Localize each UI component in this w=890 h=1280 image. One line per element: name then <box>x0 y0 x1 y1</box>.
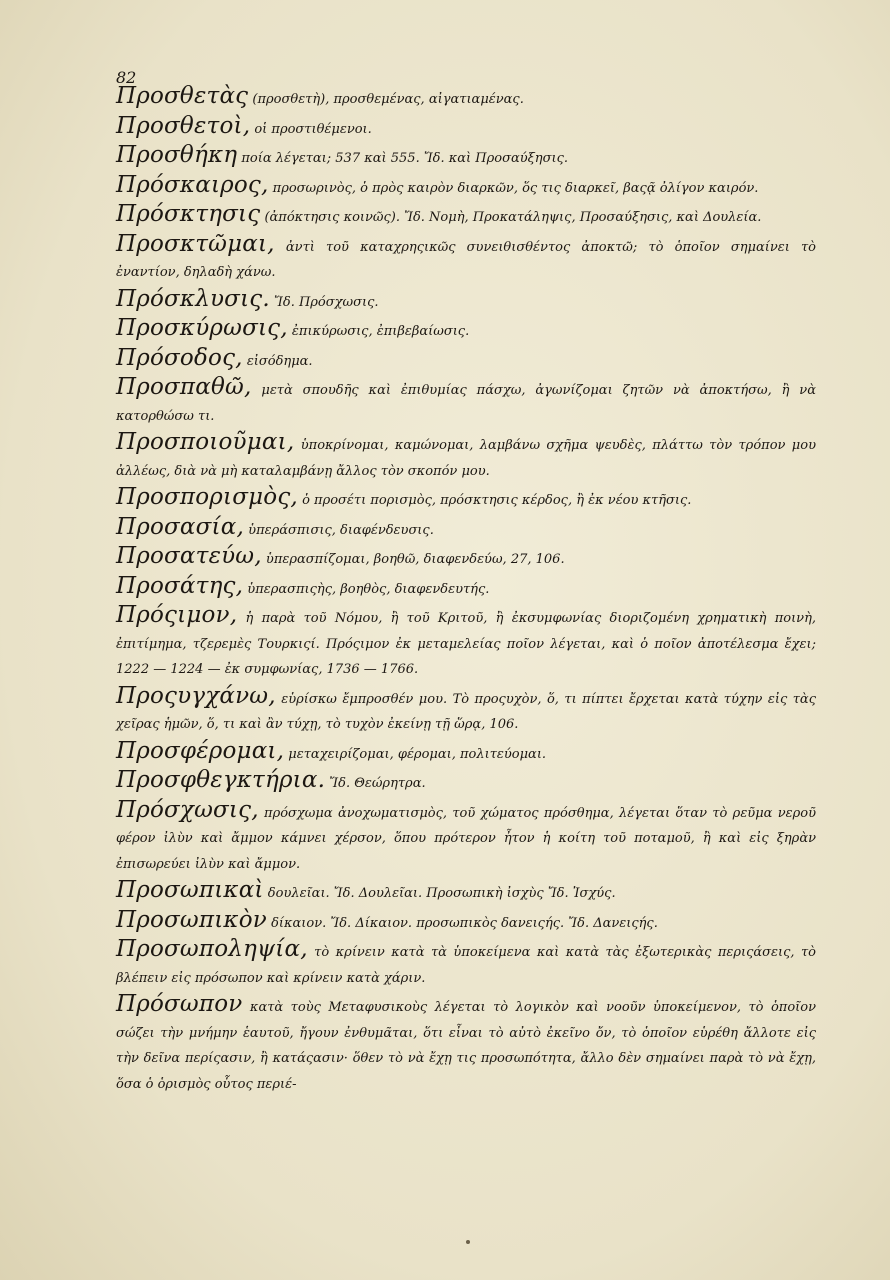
dictionary-entry <box>116 114 816 143</box>
page-number: 82 <box>116 68 137 87</box>
dictionary-entry <box>116 143 816 172</box>
entry-headword: Προσκτῶμαι, <box>116 230 275 257</box>
entry-headword: Προσάτης, <box>116 572 244 599</box>
entry-headword: Προσασία, <box>116 513 245 540</box>
entry-definition: δίκαιον. Ἴδ. Δίκαιον. προσωπικὸς δανειςής. Ἴδ. Δανειςής. <box>271 915 658 931</box>
dictionary-entry <box>116 232 816 286</box>
entry-definition: ἐπικύρωσις, ἐπιβεβαίωσις. <box>291 324 470 339</box>
dictionary-entry <box>116 430 816 484</box>
dictionary-entry <box>116 316 816 345</box>
entry-definition: τὸ κρίνειν κατὰ τὰ ὑποκείμενα καὶ κατὰ τὰς ἐξωτερικὰς περιςάσεις, τὸ βλέπειν εἰς πρόσωπον καὶ κρίνειν κατὰ χάριν. <box>116 945 817 986</box>
dictionary-entry <box>116 515 816 544</box>
entry-headword: Πρόσωπον <box>116 991 243 1017</box>
dictionary-entry <box>116 375 816 429</box>
entry-headword: Προσωπικαὶ <box>116 877 264 903</box>
entry-definition: Ἴδ. Πρόσχωσις. <box>274 294 379 310</box>
entry-headword: Προσθετὰς <box>116 83 249 109</box>
entry-headword: Πρόσκτησις <box>116 201 261 227</box>
dictionary-entry <box>116 574 816 603</box>
entry-definition: ἀντὶ τοῦ καταχρηςικῶς συνειθισθέντος ἀποκτῶ; τὸ ὁποῖον σημαίνει τὸ ἐναντίον, δηλαδὴ χάνω. <box>116 239 816 280</box>
dictionary-entry <box>116 202 816 231</box>
entry-definition: εὑρίσκω ἔμπροσθέν μου. Τὸ προςυχὸν, ὅ, τι πίπτει ἔρχεται κατὰ τύχην εἰς τὰς χεῖρας ἡμῶν, ὅ, τι καὶ ἂν τύχῃ, τὸ τυχὸν ἐκείνῃ τῇ ὥρᾳ, 106. <box>116 691 816 732</box>
dictionary-entry <box>116 937 816 991</box>
dictionary-entry <box>116 908 816 937</box>
entry-headword: Προςυγχάνω, <box>116 682 276 709</box>
ink-speck <box>466 1240 470 1244</box>
dictionary-entries <box>116 84 816 1098</box>
dictionary-entry <box>116 485 816 514</box>
entry-definition: ποία λέγεται; 537 καὶ 555. Ἴδ. καὶ Προσαύξησις. <box>241 151 568 166</box>
entry-definition: ὑπεράσπισις, διαφένδευσις. <box>248 522 434 538</box>
entry-definition: εἰσόδημα. <box>246 353 313 369</box>
dictionary-entry <box>116 346 816 375</box>
entry-headword: Προσατεύω, <box>116 543 262 569</box>
dictionary-entry <box>116 287 816 316</box>
dictionary-entry <box>116 768 816 797</box>
dictionary-entry <box>116 798 816 878</box>
entry-headword: Προσφέρομαι, <box>116 737 285 764</box>
dictionary-entry <box>116 992 816 1097</box>
entry-definition: μεταχειρίζομαι, φέρομαι, πολιτεύομαι. <box>288 746 547 762</box>
dictionary-entry <box>116 684 816 738</box>
entry-definition: ἡ παρὰ τοῦ Νόμου, ἢ τοῦ Κριτοῦ, ἢ ἐκσυμφωνίας διοριζομένη χρηματικὴ ποινὴ, ἐπιτίμημα, τζερεμὲς Τουρκιςί. Πρόςιμον ἐκ μεταμελείας ποῖον λέγεται, καὶ ὁ ποῖον ἀποτέλεσμα ἔχει; 1222 — 1224 — ἐκ συμφωνίας, 1736 — 1766. <box>116 611 817 677</box>
entry-headword: Πρόσκλυσις. <box>116 285 270 312</box>
entry-headword: Προσφθεγκτήρια. <box>116 767 326 793</box>
entry-definition: πρόσχωμα ἀνοχωματισμὸς, τοῦ χώματος πρόσθημα, λέγεται ὅταν τὸ ρεῦμα νεροῦ φέρον ἰλὺν καὶ ἄμμον κάμνει χέρσον, ὅπου πρότερον ἦτον ἡ κοίτη τοῦ ποταμοῦ, ἢ καὶ εἰς ξηρὰν ἐπισωρεύει ἰλὺν καὶ ἄμμον. <box>116 805 816 872</box>
entry-headword: Προσπαθῶ, <box>116 374 252 400</box>
entry-definition: (προσθετὴ), προσθεμένας, αἰγατιαμένας. <box>252 92 524 107</box>
entry-definition: Ἴδ. Θεώρητρα. <box>329 776 426 791</box>
entry-definition: (ἀπόκτησις κοινῶς). Ἴδ. Νομὴ, Προκατάληψις, Προσαύξησις, καὶ Δουλεία. <box>264 210 762 225</box>
entry-headword: Προσποιοῦμαι, <box>116 429 295 455</box>
entry-definition: κατὰ τοὺς Μεταφυσικοὺς λέγεται τὸ λογικὸν καὶ νοοῦν ὑποκείμενον, τὸ ὁποῖον σώζει τὴν μνήμην ἑαυτοῦ, ἤγουν ἐνθυμᾶται, ὅτι εἶναι τὸ αὐτὸ ἐκεῖνο ὄν, τὸ ὁποῖον εὑρέθη ἄλλοτε εἰς τὴν δεῖνα περίςασιν, ἢ κατάςασιν· ὅθεν τὸ νὰ ἔχῃ τις προσωπότητα, ἄλλο δὲν σημαίνει παρὰ τὸ νὰ ἔχῃ, ὅσα ὁ ὁρισμὸς οὗτος περιέ- <box>116 1000 817 1092</box>
entry-headword: Προσκύρωσις, <box>116 315 288 341</box>
entry-headword: Πρόςιμον, <box>116 602 238 628</box>
entry-definition: δουλεῖαι. Ἴδ. Δουλεῖαι. Προσωπικὴ ἰσχὺς Ἴδ. Ἰσχύς. <box>267 886 616 901</box>
entry-definition: ὑπερασπίζομαι, βοηθῶ, διαφενδεύω, 27, 106. <box>265 552 565 567</box>
entry-headword: Προσθετοὶ, <box>116 112 251 139</box>
dictionary-entry <box>116 603 816 683</box>
entry-headword: Πρόσοδος, <box>116 344 243 371</box>
dictionary-entry <box>116 878 816 907</box>
entry-headword: Προσωπικὸν <box>116 906 267 933</box>
entry-definition: οἱ προστιθέμενοι. <box>254 121 372 137</box>
entry-headword: Προσθήκη <box>116 142 238 168</box>
entry-headword: Προσπορισμὸς, <box>116 484 298 510</box>
entry-definition: ὑποκρίνομαι, καμώνομαι, λαμβάνω σχῆμα ψευδὲς, πλάττω τὸν τρόπον μου ἀλλέως, διὰ νὰ μὴ καταλαμβάνῃ ἄλλος τὸν σκοπόν μου. <box>116 438 816 479</box>
entry-headword: Πρόσχωσις, <box>116 796 259 823</box>
entry-definition: ὑπερασπιςὴς, βοηθὸς, διαφενδευτής. <box>247 581 490 597</box>
dictionary-entry <box>116 544 816 573</box>
entry-headword: Προσωποληψία, <box>116 936 308 962</box>
dictionary-entry <box>116 84 816 113</box>
dictionary-entry <box>116 173 816 202</box>
entry-headword: Πρόσκαιρος, <box>116 171 269 198</box>
entry-definition: μετὰ σπουδῆς καὶ ἐπιθυμίας πάσχω, ἀγωνίζομαι ζητῶν νὰ ἀποκτήσω, ἢ νὰ κατορθώσω τι. <box>116 383 816 424</box>
entry-definition: προσωρινὸς, ὁ πρὸς καιρὸν διαρκῶν, ὅς τις διαρκεῖ, βαςᾷ ὀλίγον καιρόν. <box>272 180 759 196</box>
entry-definition: ὁ προσέτι πορισμὸς, πρόσκτησις κέρδος, ἢ ἐκ νέου κτῆσις. <box>302 493 692 508</box>
dictionary-entry <box>116 739 816 768</box>
